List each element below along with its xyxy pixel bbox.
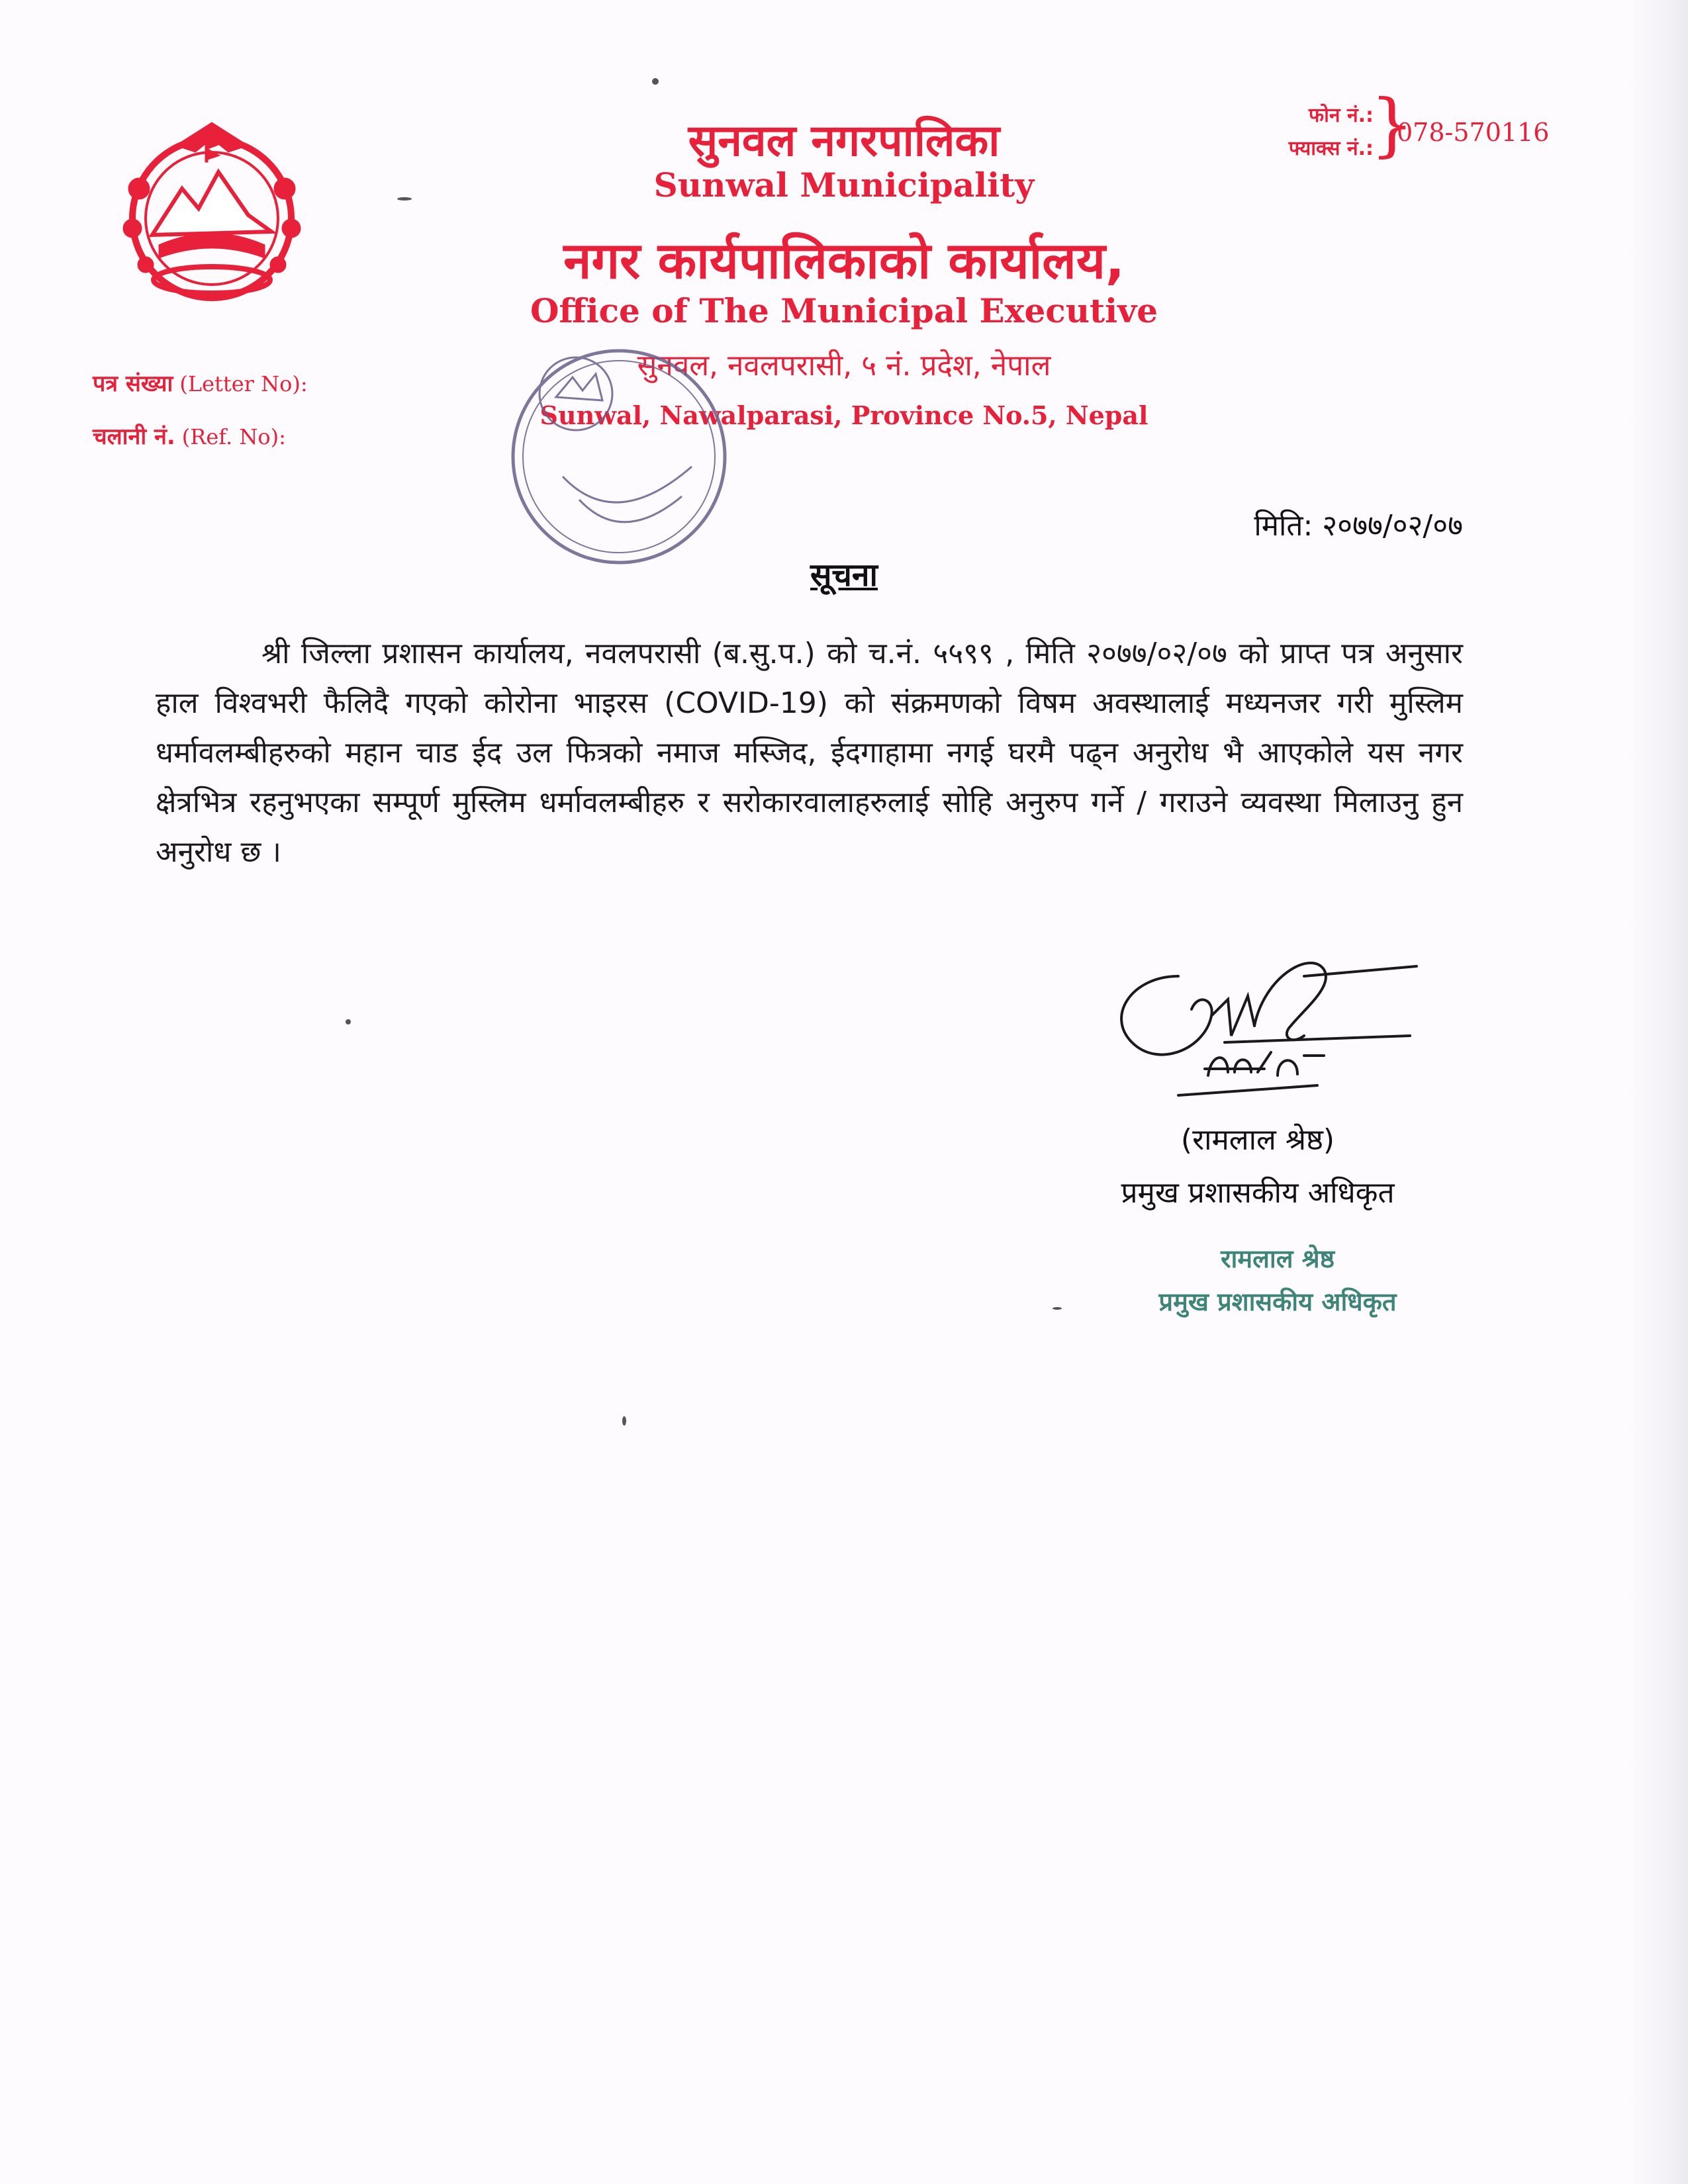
ref-no-field bbox=[93, 420, 286, 451]
scan-speck bbox=[346, 1019, 351, 1024]
municipality-name-english: Sunwal Municipality bbox=[653, 165, 1035, 205]
office-name-english: Office of The Municipal Executive bbox=[530, 291, 1158, 330]
address-english: Sunwal, Nawalparasi, Province No.5, Nepal bbox=[539, 400, 1149, 430]
scan-speck bbox=[1053, 1307, 1062, 1310]
brace-icon: } bbox=[1370, 84, 1415, 165]
municipality-name-nepali: सुनवल नगरपालिका bbox=[688, 115, 1000, 166]
handwritten-signature bbox=[1092, 936, 1436, 1122]
scan-speck bbox=[652, 78, 659, 85]
signatory-name: (रामलाल श्रेष्ठ) bbox=[1180, 1123, 1335, 1157]
official-seal-title: प्रमुख प्रशासकीय अधिकृत bbox=[1158, 1287, 1397, 1316]
contact-labels bbox=[1238, 99, 1374, 165]
fax-label: फ्याक्स नं.: bbox=[1288, 137, 1374, 160]
scan-speck bbox=[397, 197, 412, 201]
phone-fax-number: 078-570116 bbox=[1397, 118, 1550, 147]
contact-block bbox=[1238, 84, 1556, 172]
address-nepali: सुनवल, नवलपरासी, ५ नं. प्रदेश, नेपाल bbox=[637, 349, 1051, 383]
office-name-nepali: नगर कार्यपालिकाको कार्यालय, bbox=[563, 231, 1125, 290]
phone-label: फोन नं.: bbox=[1308, 104, 1374, 127]
notice-title: सूचना bbox=[810, 557, 878, 594]
official-seal-name: रामलाल श्रेष्ठ bbox=[1221, 1244, 1335, 1273]
office-stamp-icon bbox=[503, 334, 741, 586]
ref-no-label-nepali: चलानी नं. bbox=[93, 424, 175, 450]
letter-no-field bbox=[93, 367, 308, 398]
notice-date: मिति: २०७७/०२/०७ bbox=[1254, 509, 1463, 543]
signatory-title: प्रमुख प्रशासकीय अधिकृत bbox=[1121, 1176, 1395, 1210]
notice-body bbox=[156, 629, 1463, 877]
scan-speck bbox=[622, 1416, 626, 1426]
letter-no-label-nepali: पत्र संख्या bbox=[93, 371, 173, 397]
ref-no-label-english: (Ref. No): bbox=[181, 424, 286, 449]
letter-no-label-english: (Letter No): bbox=[179, 371, 308, 396]
notice-body-text: श्री जिल्ला प्रशासन कार्यालय, नवलपरासी (ब.सु.प.) को च.नं. ५५९९ , मिति २०७७/०२/०७ को प्राप्त पत्र अनुसार हाल विश्वभरी फैलिदै गएको कोरोना भाइरस (COVID-19) को संक्रमणको विषम अवस्थालाई मध्यनजर गरी मुस्लिम धर्मावलम्बीहरुको महान चाड ईद उल फित्रको नमाज मस्जिद, ईदगाहामा नगई घरमै पढ्न अनुरोध भै आएकोले यस नगर क्षेत्रभित्र रहनुभएका सम्पूर्ण मुस्लिम धर्मावलम्बीहरु र सरोकारवालाहरुलाई सोहि अनुरुप गर्ने / गराउने व्यवस्था मिलाउनु हुन अनुरोध छ । bbox=[156, 637, 1463, 869]
